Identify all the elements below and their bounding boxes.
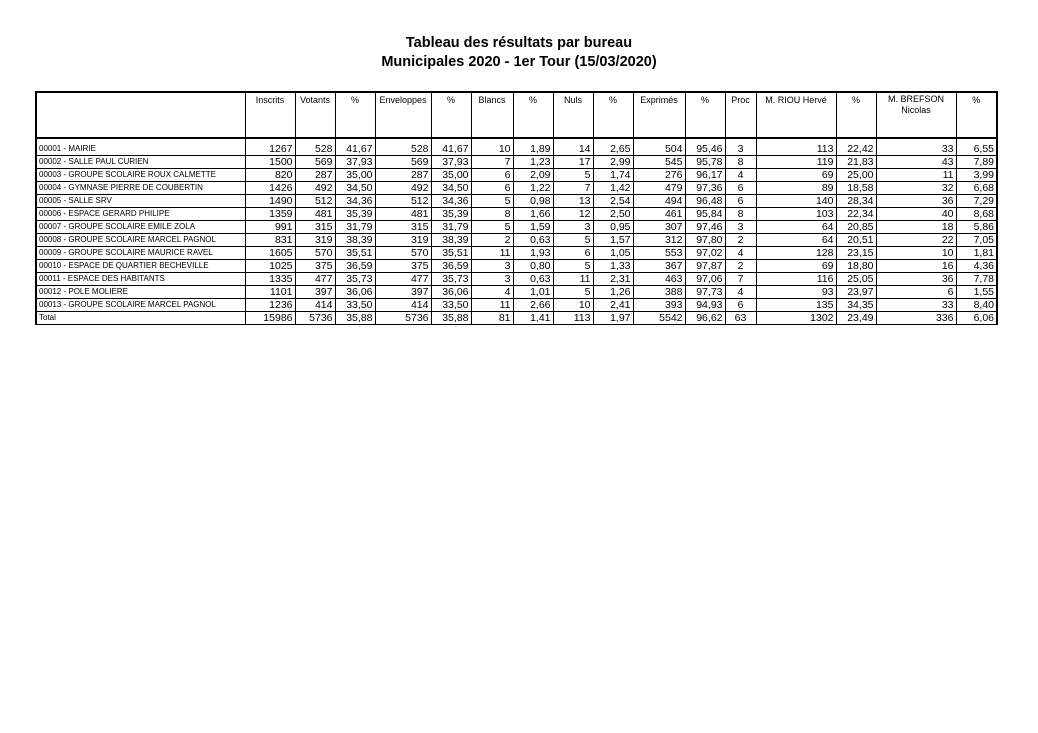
value-cell: 375 — [375, 260, 431, 273]
value-cell: 8,68 — [956, 208, 997, 221]
table-header-row — [36, 92, 997, 138]
value-cell: 397 — [375, 286, 431, 299]
value-cell: 831 — [245, 234, 295, 247]
value-cell: 7,78 — [956, 273, 997, 286]
value-cell: 6 — [725, 182, 756, 195]
value-cell: 2,66 — [513, 299, 553, 312]
value-cell: 553 — [633, 247, 685, 260]
value-cell: 1101 — [245, 286, 295, 299]
value-cell: 96,62 — [685, 312, 725, 325]
value-cell: 528 — [375, 138, 431, 156]
value-cell: 6 — [471, 169, 513, 182]
value-cell: 569 — [375, 156, 431, 169]
value-cell: 36,59 — [431, 260, 471, 273]
column-header: Proc — [725, 92, 756, 138]
bureau-name-cell: 00004 - GYMNASE PIERRE DE COUBERTIN — [36, 182, 245, 195]
value-cell: 336 — [876, 312, 956, 325]
value-cell: 7 — [725, 273, 756, 286]
value-cell: 35,00 — [431, 169, 471, 182]
bureau-name-cell: 00006 - ESPACE GERARD PHILIPE — [36, 208, 245, 221]
value-cell: 7,29 — [956, 195, 997, 208]
value-cell: 36 — [876, 195, 956, 208]
value-cell: 393 — [633, 299, 685, 312]
value-cell: 287 — [375, 169, 431, 182]
value-cell: 15986 — [245, 312, 295, 325]
value-cell: 6 — [725, 195, 756, 208]
value-cell: 2,31 — [593, 273, 633, 286]
value-cell: 23,97 — [836, 286, 876, 299]
value-cell: 512 — [375, 195, 431, 208]
value-cell: 31,79 — [431, 221, 471, 234]
value-cell: 5 — [471, 221, 513, 234]
table-row — [36, 247, 997, 260]
value-cell: 1267 — [245, 138, 295, 156]
value-cell: 64 — [756, 234, 836, 247]
column-header: % — [593, 92, 633, 138]
bureau-name-cell: 00007 - GROUPE SCOLAIRE EMILE ZOLA — [36, 221, 245, 234]
value-cell: 528 — [295, 138, 335, 156]
value-cell: 43 — [876, 156, 956, 169]
value-cell: 375 — [295, 260, 335, 273]
column-header: % — [685, 92, 725, 138]
value-cell: 1,01 — [513, 286, 553, 299]
value-cell: 276 — [633, 169, 685, 182]
value-cell: 1,89 — [513, 138, 553, 156]
value-cell: 0,95 — [593, 221, 633, 234]
value-cell: 23,49 — [836, 312, 876, 325]
value-cell: 6 — [471, 182, 513, 195]
value-cell: 37,93 — [335, 156, 375, 169]
value-cell: 97,36 — [685, 182, 725, 195]
value-cell: 0,63 — [513, 234, 553, 247]
bureau-name-cell: 00008 - GROUPE SCOLAIRE MARCEL PAGNOL — [36, 234, 245, 247]
value-cell: 6 — [725, 299, 756, 312]
value-cell: 11 — [471, 299, 513, 312]
column-header: M. BREFSON Nicolas — [876, 92, 956, 138]
table-row — [36, 195, 997, 208]
value-cell: 10 — [553, 299, 593, 312]
value-cell: 388 — [633, 286, 685, 299]
value-cell: 1302 — [756, 312, 836, 325]
value-cell: 35,39 — [335, 208, 375, 221]
value-cell: 1,93 — [513, 247, 553, 260]
value-cell: 97,46 — [685, 221, 725, 234]
column-header: M. RIOU Hervé — [756, 92, 836, 138]
total-row — [36, 312, 997, 325]
value-cell: 461 — [633, 208, 685, 221]
value-cell: 34,36 — [335, 195, 375, 208]
value-cell: 492 — [295, 182, 335, 195]
value-cell: 10 — [876, 247, 956, 260]
value-cell: 17 — [553, 156, 593, 169]
value-cell: 820 — [245, 169, 295, 182]
page-subtitle: Municipales 2020 - 1er Tour (15/03/2020) — [381, 54, 657, 70]
value-cell: 1,74 — [593, 169, 633, 182]
value-cell: 397 — [295, 286, 335, 299]
value-cell: 10 — [471, 138, 513, 156]
value-cell: 113 — [553, 312, 593, 325]
value-cell: 69 — [756, 260, 836, 273]
value-cell: 22,42 — [836, 138, 876, 156]
value-cell: 5 — [553, 286, 593, 299]
column-header: Nuls — [553, 92, 593, 138]
column-header: Votants — [295, 92, 335, 138]
value-cell: 1,33 — [593, 260, 633, 273]
value-cell: 63 — [725, 312, 756, 325]
value-cell: 3 — [471, 273, 513, 286]
value-cell: 22,34 — [836, 208, 876, 221]
value-cell: 1,23 — [513, 156, 553, 169]
value-cell: 4 — [725, 169, 756, 182]
value-cell: 35,39 — [431, 208, 471, 221]
value-cell: 2,99 — [593, 156, 633, 169]
value-cell: 5542 — [633, 312, 685, 325]
column-header: % — [431, 92, 471, 138]
value-cell: 2 — [725, 260, 756, 273]
value-cell: 315 — [375, 221, 431, 234]
column-header: Exprimés — [633, 92, 685, 138]
value-cell: 31,79 — [335, 221, 375, 234]
value-cell: 103 — [756, 208, 836, 221]
value-cell: 2,65 — [593, 138, 633, 156]
value-cell: 11 — [471, 247, 513, 260]
value-cell: 545 — [633, 156, 685, 169]
value-cell: 81 — [471, 312, 513, 325]
value-cell: 319 — [375, 234, 431, 247]
value-cell: 35,73 — [431, 273, 471, 286]
value-cell: 4,36 — [956, 260, 997, 273]
value-cell: 479 — [633, 182, 685, 195]
value-cell: 312 — [633, 234, 685, 247]
value-cell: 1,57 — [593, 234, 633, 247]
value-cell: 1335 — [245, 273, 295, 286]
value-cell: 97,80 — [685, 234, 725, 247]
value-cell: 34,35 — [836, 299, 876, 312]
value-cell: 113 — [756, 138, 836, 156]
value-cell: 8 — [725, 156, 756, 169]
value-cell: 12 — [553, 208, 593, 221]
value-cell: 135 — [756, 299, 836, 312]
value-cell: 481 — [295, 208, 335, 221]
value-cell: 33,50 — [431, 299, 471, 312]
value-cell: 95,78 — [685, 156, 725, 169]
value-cell: 1,55 — [956, 286, 997, 299]
value-cell: 97,02 — [685, 247, 725, 260]
column-header: Inscrits — [245, 92, 295, 138]
value-cell: 6,55 — [956, 138, 997, 156]
value-cell: 5 — [471, 195, 513, 208]
column-header: % — [836, 92, 876, 138]
bureau-name-cell: 00003 - GROUPE SCOLAIRE ROUX CALMETTE — [36, 169, 245, 182]
value-cell: 0,98 — [513, 195, 553, 208]
value-cell: 481 — [375, 208, 431, 221]
table-row — [36, 169, 997, 182]
value-cell: 38,39 — [335, 234, 375, 247]
value-cell: 1,22 — [513, 182, 553, 195]
value-cell: 7,05 — [956, 234, 997, 247]
value-cell: 35,51 — [335, 247, 375, 260]
value-cell: 14 — [553, 138, 593, 156]
value-cell: 25,00 — [836, 169, 876, 182]
bureau-name-cell: 00011 - ESPACE DES HABITANTS — [36, 273, 245, 286]
value-cell: 8,40 — [956, 299, 997, 312]
value-cell: 16 — [876, 260, 956, 273]
value-cell: 287 — [295, 169, 335, 182]
value-cell: 21,83 — [836, 156, 876, 169]
value-cell: 414 — [375, 299, 431, 312]
value-cell: 96,48 — [685, 195, 725, 208]
table-row — [36, 286, 997, 299]
value-cell: 1,42 — [593, 182, 633, 195]
value-cell: 93 — [756, 286, 836, 299]
value-cell: 11 — [876, 169, 956, 182]
value-cell: 3 — [553, 221, 593, 234]
value-cell: 4 — [471, 286, 513, 299]
value-cell: 35,88 — [431, 312, 471, 325]
value-cell: 33,50 — [335, 299, 375, 312]
bureau-name-cell: 00001 - MAIRIE — [36, 138, 245, 156]
value-cell: 2,09 — [513, 169, 553, 182]
value-cell: 1025 — [245, 260, 295, 273]
value-cell: 569 — [295, 156, 335, 169]
table-row — [36, 260, 997, 273]
value-cell: 8 — [725, 208, 756, 221]
value-cell: 2,50 — [593, 208, 633, 221]
table-row — [36, 234, 997, 247]
value-cell: 33 — [876, 138, 956, 156]
value-cell: 307 — [633, 221, 685, 234]
value-cell: 1,59 — [513, 221, 553, 234]
value-cell: 3 — [725, 138, 756, 156]
column-header: Blancs — [471, 92, 513, 138]
value-cell: 35,00 — [335, 169, 375, 182]
value-cell: 3,99 — [956, 169, 997, 182]
value-cell: 6 — [876, 286, 956, 299]
value-cell: 7 — [471, 156, 513, 169]
value-cell: 35,88 — [335, 312, 375, 325]
value-cell: 991 — [245, 221, 295, 234]
value-cell: 13 — [553, 195, 593, 208]
value-cell: 18,58 — [836, 182, 876, 195]
value-cell: 97,87 — [685, 260, 725, 273]
value-cell: 570 — [295, 247, 335, 260]
value-cell: 315 — [295, 221, 335, 234]
value-cell: 11 — [553, 273, 593, 286]
table-row — [36, 299, 997, 312]
value-cell: 28,34 — [836, 195, 876, 208]
column-header: % — [335, 92, 375, 138]
value-cell: 41,67 — [335, 138, 375, 156]
value-cell: 89 — [756, 182, 836, 195]
value-cell: 22 — [876, 234, 956, 247]
value-cell: 97,06 — [685, 273, 725, 286]
value-cell: 18 — [876, 221, 956, 234]
table-row — [36, 221, 997, 234]
value-cell: 512 — [295, 195, 335, 208]
value-cell: 5,86 — [956, 221, 997, 234]
value-cell: 4 — [725, 286, 756, 299]
value-cell: 95,46 — [685, 138, 725, 156]
value-cell: 33 — [876, 299, 956, 312]
table-row — [36, 156, 997, 169]
value-cell: 18,80 — [836, 260, 876, 273]
bureau-name-cell: 00013 - GROUPE SCOLAIRE MARCEL PAGNOL — [36, 299, 245, 312]
value-cell: 1,41 — [513, 312, 553, 325]
value-cell: 36,06 — [431, 286, 471, 299]
value-cell: 69 — [756, 169, 836, 182]
column-header: % — [513, 92, 553, 138]
value-cell: 32 — [876, 182, 956, 195]
value-cell: 2,54 — [593, 195, 633, 208]
value-cell: 34,50 — [335, 182, 375, 195]
value-cell: 5 — [553, 260, 593, 273]
bureau-name-cell: 00010 - ESPACE DE QUARTIER BECHEVILLE — [36, 260, 245, 273]
bureau-name-cell: 00012 - POLE MOLIERE — [36, 286, 245, 299]
value-cell: 1,26 — [593, 286, 633, 299]
value-cell: 34,36 — [431, 195, 471, 208]
value-cell: 1,66 — [513, 208, 553, 221]
value-cell: 570 — [375, 247, 431, 260]
table-row — [36, 273, 997, 286]
bureau-name-cell: 00009 - GROUPE SCOLAIRE MAURICE RAVEL — [36, 247, 245, 260]
value-cell: 7 — [553, 182, 593, 195]
column-header: Enveloppes — [375, 92, 431, 138]
bureau-name-cell: Total — [36, 312, 245, 325]
value-cell: 20,85 — [836, 221, 876, 234]
value-cell: 1490 — [245, 195, 295, 208]
value-cell: 38,39 — [431, 234, 471, 247]
value-cell: 2,41 — [593, 299, 633, 312]
value-cell: 1236 — [245, 299, 295, 312]
value-cell: 96,17 — [685, 169, 725, 182]
column-header: % — [956, 92, 997, 138]
table-row — [36, 182, 997, 195]
title-block — [0, 34, 1038, 72]
value-cell: 5 — [553, 234, 593, 247]
value-cell: 0,80 — [513, 260, 553, 273]
value-cell: 1,81 — [956, 247, 997, 260]
value-cell: 97,73 — [685, 286, 725, 299]
value-cell: 64 — [756, 221, 836, 234]
value-cell: 1,97 — [593, 312, 633, 325]
value-cell: 0,63 — [513, 273, 553, 286]
value-cell: 37,93 — [431, 156, 471, 169]
value-cell: 35,51 — [431, 247, 471, 260]
value-cell: 36,59 — [335, 260, 375, 273]
value-cell: 41,67 — [431, 138, 471, 156]
value-cell: 94,93 — [685, 299, 725, 312]
value-cell: 25,05 — [836, 273, 876, 286]
value-cell: 6,68 — [956, 182, 997, 195]
value-cell: 367 — [633, 260, 685, 273]
value-cell: 8 — [471, 208, 513, 221]
value-cell: 36,06 — [335, 286, 375, 299]
value-cell: 35,73 — [335, 273, 375, 286]
value-cell: 2 — [725, 234, 756, 247]
value-cell: 5736 — [295, 312, 335, 325]
value-cell: 95,84 — [685, 208, 725, 221]
value-cell: 119 — [756, 156, 836, 169]
value-cell: 477 — [375, 273, 431, 286]
value-cell: 40 — [876, 208, 956, 221]
value-cell: 504 — [633, 138, 685, 156]
value-cell: 34,50 — [431, 182, 471, 195]
value-cell: 414 — [295, 299, 335, 312]
table-row — [36, 208, 997, 221]
value-cell: 36 — [876, 273, 956, 286]
value-cell: 128 — [756, 247, 836, 260]
table-row — [36, 138, 997, 156]
value-cell: 1426 — [245, 182, 295, 195]
value-cell: 1605 — [245, 247, 295, 260]
value-cell: 3 — [725, 221, 756, 234]
value-cell: 5736 — [375, 312, 431, 325]
value-cell: 477 — [295, 273, 335, 286]
value-cell: 1500 — [245, 156, 295, 169]
value-cell: 1359 — [245, 208, 295, 221]
value-cell: 20,51 — [836, 234, 876, 247]
value-cell: 7,89 — [956, 156, 997, 169]
value-cell: 463 — [633, 273, 685, 286]
value-cell: 23,15 — [836, 247, 876, 260]
value-cell: 140 — [756, 195, 836, 208]
value-cell: 6 — [553, 247, 593, 260]
value-cell: 3 — [471, 260, 513, 273]
value-cell: 6,06 — [956, 312, 997, 325]
value-cell: 116 — [756, 273, 836, 286]
value-cell: 1,05 — [593, 247, 633, 260]
value-cell: 5 — [553, 169, 593, 182]
bureau-name-cell: 00005 - SALLE SRV — [36, 195, 245, 208]
value-cell: 4 — [725, 247, 756, 260]
bureau-name-cell: 00002 - SALLE PAUL CURIEN — [36, 156, 245, 169]
results-table — [35, 91, 998, 325]
column-header — [36, 92, 245, 138]
value-cell: 319 — [295, 234, 335, 247]
value-cell: 2 — [471, 234, 513, 247]
value-cell: 494 — [633, 195, 685, 208]
value-cell: 492 — [375, 182, 431, 195]
page-title: Tableau des résultats par bureau — [405, 35, 633, 51]
